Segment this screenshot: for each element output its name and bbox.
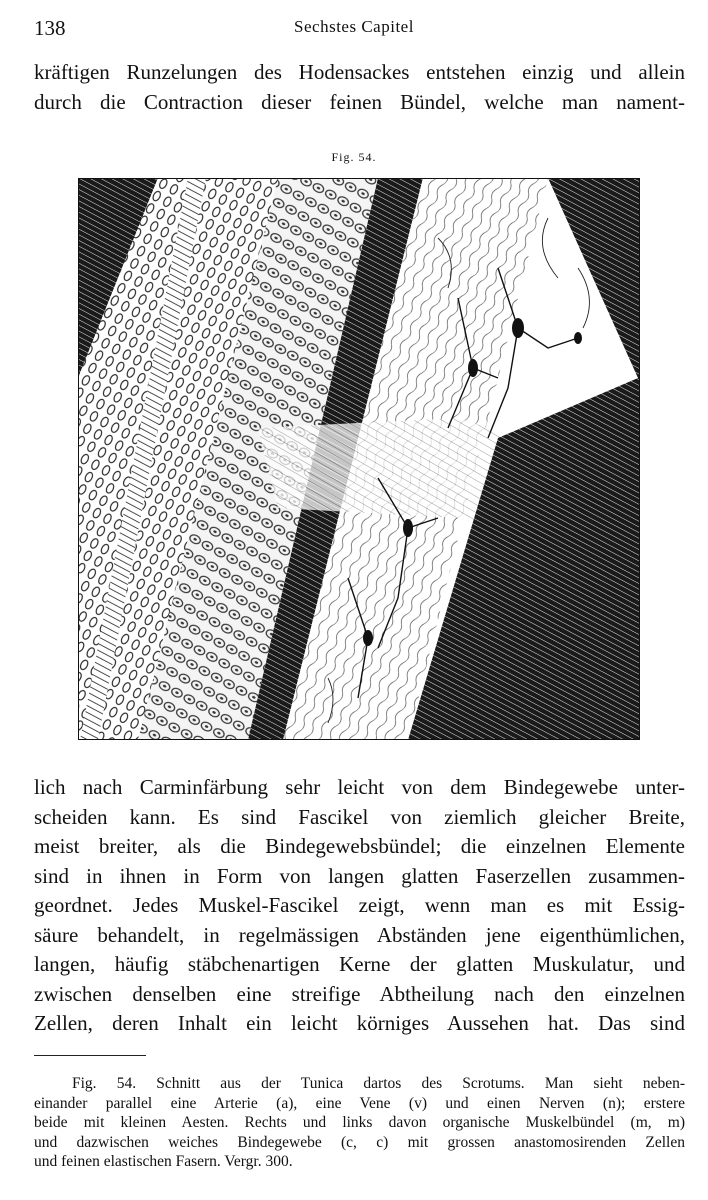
caption-line: beide mit kleinen Aesten. Rechts und links davon organische Muskelbündel (m, m) — [34, 1114, 685, 1131]
text-line: durch die Contraction dieser feinen Bündel, welche man nament- — [34, 89, 685, 114]
text-line: lich nach Carminfärbung sehr leicht von dem Bindegewebe unter- — [34, 775, 685, 799]
caption-line: einander parallel eine Arterie (a), eine Vene (v) und einen Nerven (n); erstere — [34, 1094, 685, 1112]
text-line: sind in ihnen in Form von langen glatten Faserzellen zusammen- — [34, 863, 685, 888]
text-line: scheiden kann. Es sind Fascikel von ziemlich gleicher Breite, — [34, 804, 685, 829]
histology-engraving — [78, 178, 640, 740]
text-line: Zellen, deren Inhalt ein leicht körniges Aussehen hat. Das sind — [34, 1011, 685, 1035]
figure-caption — [34, 1074, 685, 1172]
caption-line: und dazwischen weiches Bindegewebe (c, c) mit grossen anastomosirenden Zellen — [34, 1133, 685, 1151]
text-line: meist breiter, als die Bindegewebsbündel; die einzelnen Elemente — [34, 834, 685, 858]
figure-illustration — [78, 178, 640, 740]
footnote-rule — [34, 1055, 146, 1056]
body-text-top — [34, 58, 685, 117]
caption-line: Fig. 54. Schnitt aus der Tunica dartos des Scrotums. Man sieht neben- — [72, 1075, 685, 1092]
text-line: langen, häufig stäbchenartigen Kerne der glatten Muskulatur, und — [34, 952, 685, 976]
text-line: geordnet. Jedes Muskel-Fascikel zeigt, wenn man es mit Essig- — [34, 893, 685, 917]
text-line: kräftigen Runzelungen des Hodensackes entstehen einzig und allein — [34, 60, 685, 84]
page-number: 138 — [34, 16, 66, 40]
caption-line: und feinen elastischen Fasern. Vergr. 300. — [34, 1153, 293, 1170]
text-line: zwischen denselben eine streifige Abtheilung nach den einzelnen — [34, 981, 685, 1006]
running-head: Sechstes Capitel — [294, 17, 414, 36]
figure-label: Fig. 54. — [331, 150, 377, 164]
text-line: säure behandelt, in regelmässigen Abständen jene eigenthümlichen, — [34, 922, 685, 947]
body-text-bottom — [34, 773, 685, 1039]
